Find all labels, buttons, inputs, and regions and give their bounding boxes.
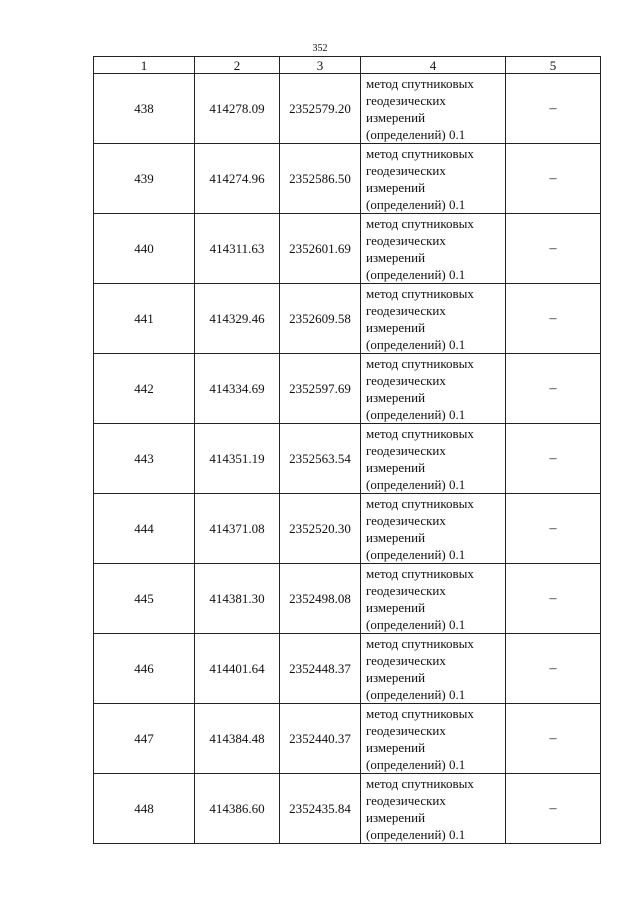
method-line: метод спутниковых [366, 355, 474, 371]
method-line: метод спутниковых [366, 75, 474, 91]
point-number-cell: 444 [94, 494, 195, 564]
table-row [94, 634, 601, 704]
coordinates-table [93, 56, 601, 844]
x-coordinate-cell: 414278.09 [195, 74, 280, 144]
method-line: измерений [366, 179, 426, 195]
table-row [94, 74, 601, 144]
method-line: метод спутниковых [366, 425, 474, 441]
method-line: измерений [366, 529, 426, 545]
table-row [94, 494, 601, 564]
point-number-cell: 442 [94, 354, 195, 424]
y-coordinate-cell: 2352563.54 [280, 424, 361, 494]
method-line: измерений [366, 319, 426, 335]
method-line: измерений [366, 459, 426, 475]
method-cell [361, 74, 506, 144]
note-cell: – [506, 494, 601, 564]
table-row [94, 214, 601, 284]
x-coordinate-cell: 414311.63 [195, 214, 280, 284]
y-coordinate-cell: 2352597.69 [280, 354, 361, 424]
point-number-cell: 448 [94, 774, 195, 844]
method-line: (определений) 0.1 [366, 196, 466, 212]
note-cell: – [506, 214, 601, 284]
table-body [94, 74, 601, 844]
note-cell: – [506, 564, 601, 634]
note-cell: – [506, 284, 601, 354]
method-cell [361, 774, 506, 844]
method-line: измерений [366, 599, 426, 615]
point-number-cell: 443 [94, 424, 195, 494]
note-cell: – [506, 704, 601, 774]
page-number: 352 [312, 43, 328, 54]
x-coordinate-cell: 414384.48 [195, 704, 280, 774]
header-cell-4: 4 [361, 57, 506, 74]
y-coordinate-cell: 2352520.30 [280, 494, 361, 564]
method-cell [361, 704, 506, 774]
x-coordinate-cell: 414329.46 [195, 284, 280, 354]
x-coordinate-cell: 414274.96 [195, 144, 280, 214]
note-cell: – [506, 354, 601, 424]
method-line: метод спутниковых [366, 495, 474, 511]
table-row [94, 284, 601, 354]
method-line: измерений [366, 739, 426, 755]
method-line: (определений) 0.1 [366, 686, 466, 702]
point-number-cell: 445 [94, 564, 195, 634]
x-coordinate-cell: 414401.64 [195, 634, 280, 704]
note-cell: – [506, 634, 601, 704]
method-line: геодезических [366, 302, 446, 318]
note-cell: – [506, 774, 601, 844]
method-line: геодезических [366, 232, 446, 248]
x-coordinate-cell: 414351.19 [195, 424, 280, 494]
table-row [94, 424, 601, 494]
point-number-cell: 441 [94, 284, 195, 354]
method-line: измерений [366, 109, 426, 125]
y-coordinate-cell: 2352586.50 [280, 144, 361, 214]
method-line: метод спутниковых [366, 145, 474, 161]
method-line: (определений) 0.1 [366, 266, 466, 282]
method-line: (определений) 0.1 [366, 546, 466, 562]
method-line: (определений) 0.1 [366, 826, 466, 842]
table-header [94, 57, 601, 74]
method-line: метод спутниковых [366, 285, 474, 301]
method-line: геодезических [366, 92, 446, 108]
header-cell-2: 2 [195, 57, 280, 74]
header-cell-5: 5 [506, 57, 601, 74]
point-number-cell: 447 [94, 704, 195, 774]
method-line: геодезических [366, 582, 446, 598]
header-row [94, 57, 601, 74]
method-line: измерений [366, 389, 426, 405]
method-cell [361, 564, 506, 634]
y-coordinate-cell: 2352601.69 [280, 214, 361, 284]
method-line: метод спутниковых [366, 705, 474, 721]
method-line: измерений [366, 809, 426, 825]
method-line: метод спутниковых [366, 215, 474, 231]
method-cell [361, 494, 506, 564]
table-row [94, 354, 601, 424]
method-cell [361, 634, 506, 704]
method-line: метод спутниковых [366, 635, 474, 651]
table-row [94, 564, 601, 634]
method-line: (определений) 0.1 [366, 406, 466, 422]
header-cell-3: 3 [280, 57, 361, 74]
header-cell-1: 1 [94, 57, 195, 74]
method-cell [361, 214, 506, 284]
x-coordinate-cell: 414386.60 [195, 774, 280, 844]
method-cell [361, 284, 506, 354]
y-coordinate-cell: 2352448.37 [280, 634, 361, 704]
method-line: геодезических [366, 792, 446, 808]
method-line: измерений [366, 669, 426, 685]
x-coordinate-cell: 414334.69 [195, 354, 280, 424]
method-line: геодезических [366, 442, 446, 458]
table-row [94, 704, 601, 774]
method-line: геодезических [366, 512, 446, 528]
method-line: (определений) 0.1 [366, 616, 466, 632]
method-line: (определений) 0.1 [366, 336, 466, 352]
method-cell [361, 424, 506, 494]
method-line: метод спутниковых [366, 775, 474, 791]
point-number-cell: 446 [94, 634, 195, 704]
x-coordinate-cell: 414371.08 [195, 494, 280, 564]
method-line: геодезических [366, 652, 446, 668]
method-line: метод спутниковых [366, 565, 474, 581]
y-coordinate-cell: 2352579.20 [280, 74, 361, 144]
point-number-cell: 440 [94, 214, 195, 284]
note-cell: – [506, 74, 601, 144]
y-coordinate-cell: 2352609.58 [280, 284, 361, 354]
table-row [94, 144, 601, 214]
method-line: геодезических [366, 162, 446, 178]
note-cell: – [506, 424, 601, 494]
x-coordinate-cell: 414381.30 [195, 564, 280, 634]
method-cell [361, 144, 506, 214]
point-number-cell: 438 [94, 74, 195, 144]
y-coordinate-cell: 2352440.37 [280, 704, 361, 774]
point-number-cell: 439 [94, 144, 195, 214]
y-coordinate-cell: 2352498.08 [280, 564, 361, 634]
table-row [94, 774, 601, 844]
note-cell: – [506, 144, 601, 214]
method-line: (определений) 0.1 [366, 126, 466, 142]
method-line: геодезических [366, 372, 446, 388]
method-cell [361, 354, 506, 424]
method-line: (определений) 0.1 [366, 756, 466, 772]
method-line: (определений) 0.1 [366, 476, 466, 492]
method-line: геодезических [366, 722, 446, 738]
y-coordinate-cell: 2352435.84 [280, 774, 361, 844]
method-line: измерений [366, 249, 426, 265]
